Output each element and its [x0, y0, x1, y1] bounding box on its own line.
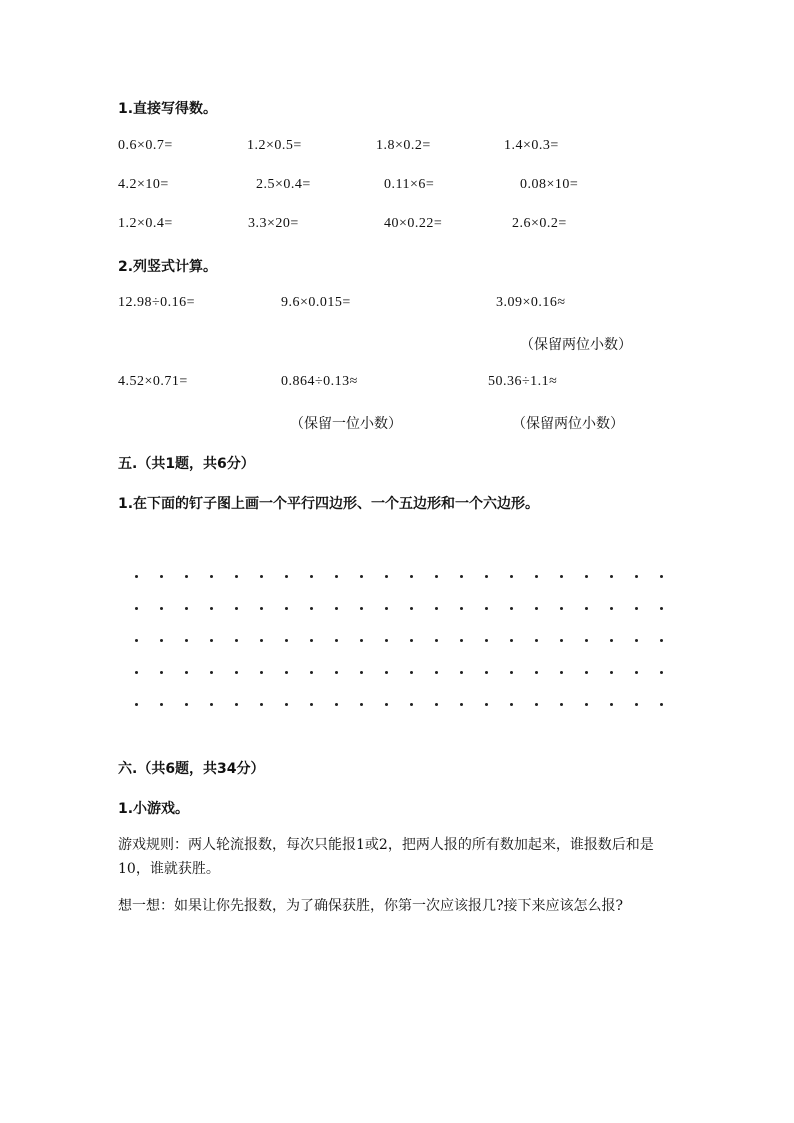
grid-dot[interactable]	[510, 575, 513, 578]
section5-title: 五.（共1题，共6分）	[118, 456, 255, 472]
grid-dot[interactable]	[335, 703, 338, 706]
grid-dot[interactable]	[185, 639, 188, 642]
grid-dot[interactable]	[510, 607, 513, 610]
grid-dot[interactable]	[310, 575, 313, 578]
grid-dot[interactable]	[135, 639, 138, 642]
grid-dot[interactable]	[610, 607, 613, 610]
section6-title: 六.（共6题，共34分）	[118, 761, 265, 777]
grid-dot[interactable]	[210, 671, 213, 674]
grid-dot[interactable]	[460, 607, 463, 610]
grid-dot[interactable]	[560, 575, 563, 578]
section6-rule-text: 游戏规则：两人轮流报数，每次只能报1或2，把两人报的所有数加起来，谁报数后和是10，谁就获胜。	[118, 837, 654, 877]
grid-dot[interactable]	[235, 671, 238, 674]
grid-dot[interactable]	[185, 671, 188, 674]
grid-dot[interactable]	[385, 671, 388, 674]
grid-dot[interactable]	[410, 607, 413, 610]
grid-dot[interactable]	[210, 575, 213, 578]
grid-dot[interactable]	[585, 639, 588, 642]
grid-dot[interactable]	[585, 703, 588, 706]
grid-dot[interactable]	[210, 703, 213, 706]
grid-dot[interactable]	[185, 575, 188, 578]
q2-row1-item1: 12.98÷0.16=	[118, 295, 196, 310]
grid-dot[interactable]	[560, 639, 563, 642]
grid-dot[interactable]	[660, 703, 663, 706]
grid-dot[interactable]	[435, 575, 438, 578]
grid-dot[interactable]	[210, 639, 213, 642]
grid-dot[interactable]	[335, 607, 338, 610]
grid-dot[interactable]	[185, 607, 188, 610]
grid-dot[interactable]	[510, 671, 513, 674]
q2-row2-note1: （保留一位小数）	[290, 416, 402, 432]
grid-dot[interactable]	[660, 639, 663, 642]
q2-row1-item3: 3.09×0.16≈	[496, 295, 566, 310]
grid-dot[interactable]	[410, 575, 413, 578]
grid-dot[interactable]	[135, 703, 138, 706]
q2-row1-item2: 9.6×0.015=	[281, 295, 351, 310]
q1-row3-item3: 40×0.22=	[384, 216, 443, 231]
grid-dot[interactable]	[510, 639, 513, 642]
grid-dot[interactable]	[235, 703, 238, 706]
grid-dot[interactable]	[360, 575, 363, 578]
grid-dot[interactable]	[385, 703, 388, 706]
grid-dot[interactable]	[360, 703, 363, 706]
grid-dot[interactable]	[460, 671, 463, 674]
grid-dot[interactable]	[610, 703, 613, 706]
grid-dot[interactable]	[260, 607, 263, 610]
grid-dot[interactable]	[260, 671, 263, 674]
grid-dot[interactable]	[460, 703, 463, 706]
grid-dot[interactable]	[310, 703, 313, 706]
q2-row2-item3: 50.36÷1.1≈	[488, 374, 558, 389]
grid-dot[interactable]	[360, 607, 363, 610]
grid-dot[interactable]	[585, 575, 588, 578]
grid-dot[interactable]	[585, 607, 588, 610]
grid-dot[interactable]	[385, 575, 388, 578]
grid-dot[interactable]	[485, 703, 488, 706]
grid-dot[interactable]	[135, 607, 138, 610]
q2-row2-item2: 0.864÷0.13≈	[281, 374, 358, 389]
q2-row1-note: （保留两位小数）	[520, 337, 632, 353]
q1-row1-item3: 1.8×0.2=	[376, 138, 431, 153]
grid-dot[interactable]	[360, 639, 363, 642]
grid-dot[interactable]	[335, 575, 338, 578]
grid-dot[interactable]	[285, 639, 288, 642]
grid-dot[interactable]	[635, 671, 638, 674]
grid-dot[interactable]	[285, 607, 288, 610]
q1-row2-item3: 0.11×6=	[384, 177, 435, 192]
grid-dot[interactable]	[585, 671, 588, 674]
grid-dot[interactable]	[185, 703, 188, 706]
grid-dot[interactable]	[285, 575, 288, 578]
grid-dot[interactable]	[160, 575, 163, 578]
grid-dot[interactable]	[160, 703, 163, 706]
grid-dot[interactable]	[635, 703, 638, 706]
grid-dot[interactable]	[285, 671, 288, 674]
grid-dot[interactable]	[560, 671, 563, 674]
grid-dot[interactable]	[610, 639, 613, 642]
q2-row2-item1: 4.52×0.71=	[118, 374, 188, 389]
grid-dot[interactable]	[235, 607, 238, 610]
section6-think-text: 想一想：如果让你先报数，为了确保获胜，你第一次应该报几?接下来应该怎么报?	[118, 898, 624, 914]
q1-heading: 1.直接写得数。	[118, 101, 218, 117]
grid-dot[interactable]	[260, 639, 263, 642]
grid-dot[interactable]	[335, 639, 338, 642]
q1-row1-item2: 1.2×0.5=	[247, 138, 302, 153]
grid-dot[interactable]	[560, 703, 563, 706]
q1-row3-item4: 2.6×0.2=	[512, 216, 567, 231]
grid-dot[interactable]	[485, 607, 488, 610]
section5-q1-text-content: 1.在下面的钉子图上画一个平行四边形、一个五边形和一个六边形。	[118, 496, 540, 512]
grid-dot[interactable]	[235, 639, 238, 642]
q2-heading: 2.列竖式计算。	[118, 259, 218, 275]
grid-dot[interactable]	[485, 575, 488, 578]
grid-dot[interactable]	[660, 575, 663, 578]
grid-dot[interactable]	[285, 703, 288, 706]
grid-dot[interactable]	[660, 607, 663, 610]
grid-dot[interactable]	[310, 639, 313, 642]
grid-dot[interactable]	[385, 639, 388, 642]
grid-dot[interactable]	[410, 703, 413, 706]
grid-dot[interactable]	[460, 575, 463, 578]
q1-row2-item2: 2.5×0.4=	[256, 177, 311, 192]
grid-dot[interactable]	[435, 703, 438, 706]
grid-dot[interactable]	[410, 639, 413, 642]
grid-dot[interactable]	[510, 703, 513, 706]
grid-dot[interactable]	[360, 671, 363, 674]
grid-dot[interactable]	[435, 607, 438, 610]
q1-row1-item1: 0.6×0.7=	[118, 138, 173, 153]
grid-dot[interactable]	[610, 575, 613, 578]
grid-dot[interactable]	[160, 671, 163, 674]
q1-row2-item4: 0.08×10=	[520, 177, 579, 192]
grid-dot[interactable]	[635, 575, 638, 578]
q1-row3-item1: 1.2×0.4=	[118, 216, 173, 231]
grid-dot[interactable]	[535, 575, 538, 578]
grid-dot[interactable]	[160, 607, 163, 610]
q1-row3-item2: 3.3×20=	[248, 216, 299, 231]
grid-dot[interactable]	[210, 607, 213, 610]
grid-dot[interactable]	[610, 671, 613, 674]
grid-dot[interactable]	[410, 671, 413, 674]
grid-dot[interactable]	[635, 639, 638, 642]
grid-dot[interactable]	[535, 671, 538, 674]
q2-row2-note2: （保留两位小数）	[512, 416, 624, 432]
grid-dot[interactable]	[535, 703, 538, 706]
grid-dot[interactable]	[435, 639, 438, 642]
grid-dot[interactable]	[485, 671, 488, 674]
q1-row1-item4: 1.4×0.3=	[504, 138, 559, 153]
grid-dot[interactable]	[385, 607, 388, 610]
grid-dot[interactable]	[635, 607, 638, 610]
grid-dot[interactable]	[485, 639, 488, 642]
grid-dot[interactable]	[235, 575, 238, 578]
grid-dot[interactable]	[310, 671, 313, 674]
grid-dot[interactable]	[135, 575, 138, 578]
section6-q1-title: 1.小游戏。	[118, 801, 190, 817]
grid-dot[interactable]	[535, 607, 538, 610]
grid-dot[interactable]	[260, 575, 263, 578]
grid-dot[interactable]	[460, 639, 463, 642]
grid-dot[interactable]	[310, 607, 313, 610]
grid-dot[interactable]	[160, 639, 163, 642]
grid-dot[interactable]	[535, 639, 538, 642]
grid-dot[interactable]	[660, 671, 663, 674]
grid-dot[interactable]	[335, 671, 338, 674]
q1-row2-item1: 4.2×10=	[118, 177, 169, 192]
grid-dot[interactable]	[260, 703, 263, 706]
grid-dot[interactable]	[560, 607, 563, 610]
grid-dot[interactable]	[435, 671, 438, 674]
grid-dot[interactable]	[135, 671, 138, 674]
